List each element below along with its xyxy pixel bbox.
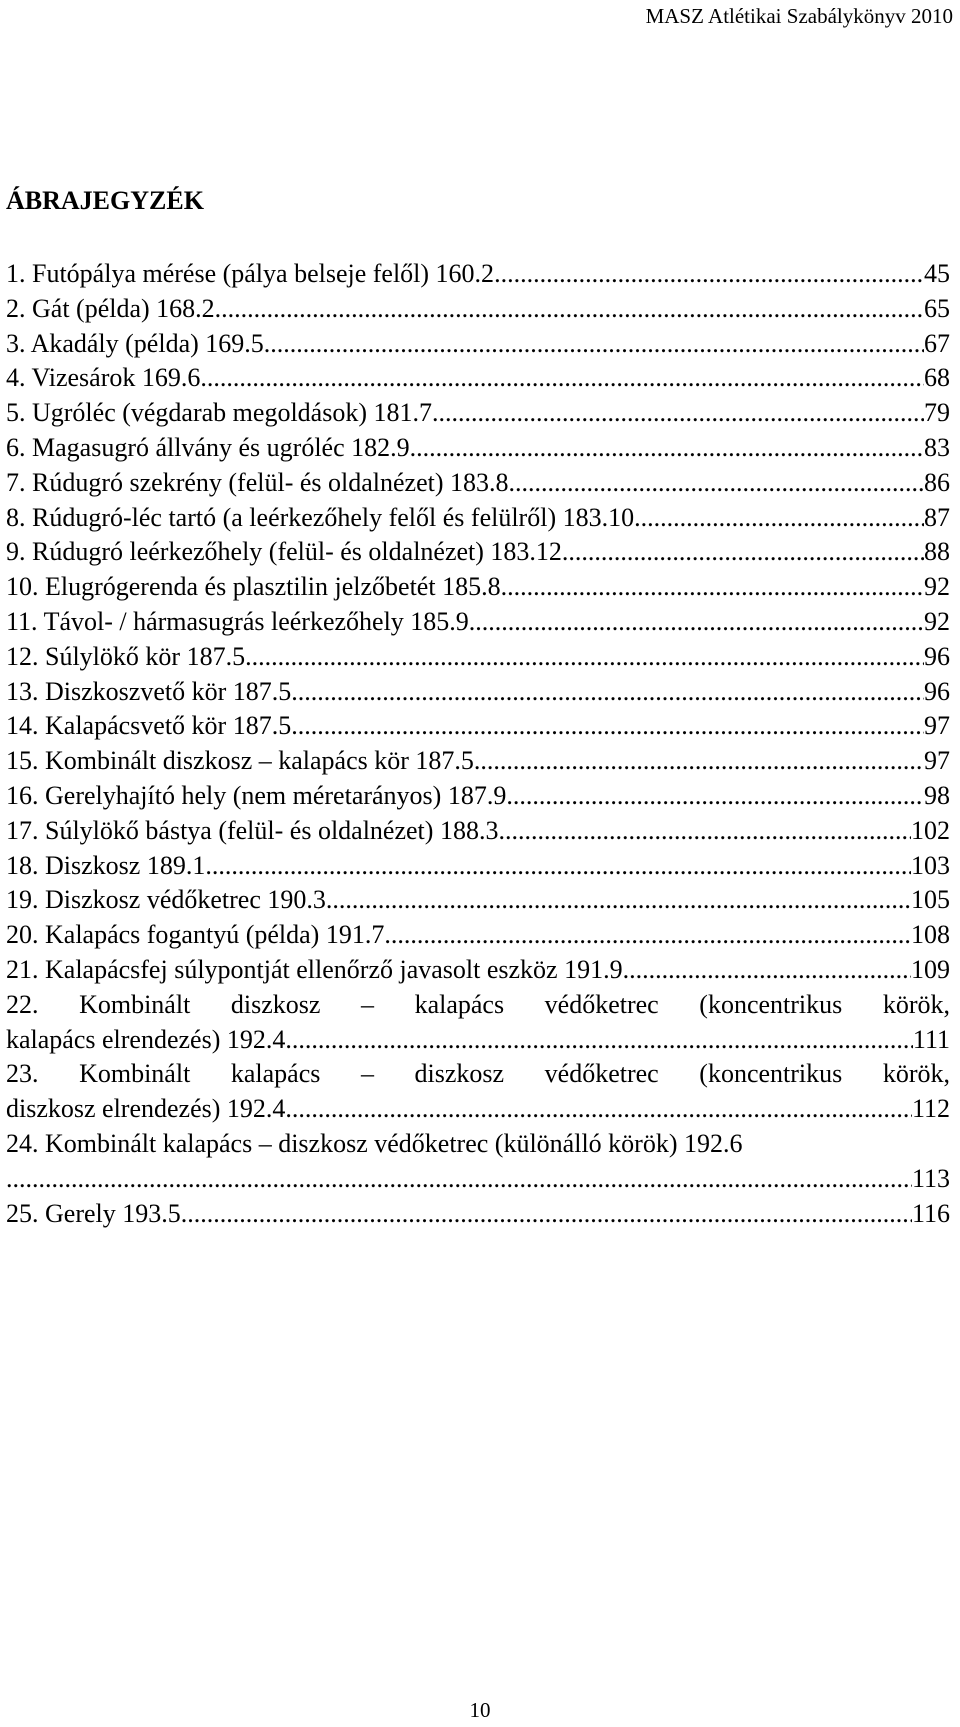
toc-entry-label: 10. Elugrógerenda és plasztilin jelzőbetét 185.8 [6, 572, 501, 602]
dot-leader [285, 1023, 913, 1058]
toc-entry[interactable] [6, 257, 950, 292]
toc-entry-page: 88 [924, 537, 950, 567]
toc-entry-page: 87 [924, 502, 950, 532]
toc-entry-label: 6. Magasugró állvány és ugróléc 182.9 [6, 432, 410, 462]
toc-entry[interactable] [6, 849, 950, 884]
dot-leader [410, 431, 924, 466]
toc-entry-page: 67 [924, 328, 950, 358]
toc-entry-page: 113 [911, 1163, 950, 1193]
toc-entry-label: 15. Kombinált diszkosz – kalapács kör 187.5 [6, 746, 474, 776]
toc-entry[interactable] [6, 675, 950, 710]
dot-leader [291, 709, 924, 744]
toc-entry-label: 24. Kombinált kalapács – diszkosz védőketrec (különálló körök) 192.6 [6, 1128, 743, 1158]
dot-leader [501, 570, 924, 605]
toc-entry-page: 92 [924, 572, 950, 602]
toc-entry-page: 83 [924, 432, 950, 462]
toc-entry-page: 68 [924, 363, 950, 393]
toc-entry-page: 109 [911, 954, 950, 984]
toc-entry[interactable] [6, 605, 950, 640]
toc-entry-page: 111 [912, 1024, 950, 1054]
toc-entry-25[interactable] [6, 1197, 950, 1232]
toc-entry-page: 96 [924, 641, 950, 671]
toc-entry-label: 4. Vizesárok 169.6 [6, 363, 201, 393]
toc-entry-label: 9. Rúdugró leérkezőhely (felül- és oldalnézet) 183.12 [6, 537, 562, 567]
toc-entry-label: 1. Futópálya mérése (pálya belseje felől) 160.2 [6, 259, 495, 288]
figure-list [6, 257, 950, 1231]
section-title: ÁBRAJEGYZÉK [6, 186, 204, 215]
dot-leader [432, 396, 924, 431]
toc-entry-23-line2[interactable] [6, 1092, 950, 1127]
dot-leader [506, 779, 924, 814]
toc-entry[interactable] [6, 640, 950, 675]
dot-leader [291, 675, 924, 710]
toc-entry[interactable] [6, 361, 950, 396]
toc-entry[interactable] [6, 953, 950, 988]
toc-entry-label: 18. Diszkosz 189.1 [6, 850, 206, 880]
toc-entry-label: 16. Gerelyhajító hely (nem méretarányos) 187.9 [6, 780, 507, 810]
toc-entry-page: 45 [924, 259, 950, 288]
dot-leader [623, 953, 911, 988]
dot-leader [215, 292, 924, 327]
toc-entry-page: 65 [924, 293, 950, 323]
toc-entry-22-line1[interactable] [6, 988, 950, 1023]
toc-entry-label: 21. Kalapácsfej súlypontját ellenőrző javasolt eszköz 191.9 [6, 954, 623, 984]
dot-leader [326, 883, 911, 918]
dot-leader [200, 361, 924, 396]
dot-leader [494, 257, 924, 292]
toc-entry-label: 23. Kombinált kalapács – diszkosz védőketrec (koncentrikus körök, [6, 1059, 950, 1089]
toc-entry-label: 7. Rúdugró szekrény (felül- és oldalnézet) 183.8 [6, 467, 509, 497]
toc-entry[interactable] [6, 779, 950, 814]
toc-entry-page: 116 [911, 1198, 950, 1228]
toc-entry-label: 20. Kalapács fogantyú (példa) 191.7 [6, 920, 385, 950]
dot-leader [474, 744, 924, 779]
toc-entry[interactable] [6, 744, 950, 779]
toc-entry-23-line1[interactable] [6, 1057, 950, 1092]
toc-entry-page: 97 [924, 746, 950, 776]
toc-entry[interactable] [6, 327, 950, 362]
toc-entry[interactable] [6, 292, 950, 327]
toc-entry-label: 19. Diszkosz védőketrec 190.3 [6, 885, 326, 915]
dot-leader [245, 640, 924, 675]
toc-entry-label: kalapács elrendezés) 192.4 [6, 1024, 286, 1054]
toc-entry-label: 13. Diszkoszvető kör 187.5 [6, 676, 292, 706]
toc-entry-page: 108 [911, 920, 950, 950]
toc-entry-label: 11. Távol- / hármasugrás leérkezőhely 185.9 [6, 606, 469, 636]
toc-entry-22-line2[interactable] [6, 1023, 950, 1058]
toc-entry[interactable] [6, 501, 950, 536]
dot-leader [634, 501, 924, 536]
toc-entry-label: 14. Kalapácsvető kör 187.5 [6, 711, 292, 741]
toc-entry-label: 3. Akadály (példa) 169.5 [6, 328, 264, 358]
toc-entry[interactable] [6, 814, 950, 849]
toc-entry-page: 79 [924, 398, 950, 428]
toc-entry-label: 25. Gerely 193.5 [6, 1198, 181, 1228]
toc-entry-label: 22. Kombinált diszkosz – kalapács védőketrec (koncentrikus körök, [6, 989, 950, 1019]
toc-entry-page: 112 [911, 1094, 950, 1124]
running-header: MASZ Atlétikai Szabálykönyv 2010 [645, 4, 953, 28]
dot-leader [6, 1162, 912, 1197]
toc-entry[interactable] [6, 570, 950, 605]
dot-leader [562, 535, 924, 570]
dot-leader [181, 1197, 912, 1232]
toc-entry[interactable] [6, 535, 950, 570]
toc-entry-24-line2[interactable] [6, 1162, 950, 1197]
toc-entry-page: 86 [924, 467, 950, 497]
toc-entry-label: diszkosz elrendezés) 192.4 [6, 1094, 286, 1124]
dot-leader [384, 918, 911, 953]
toc-entry-label: 17. Súlylökő bástya (felül- és oldalnézet) 188.3 [6, 815, 499, 845]
dot-leader [205, 849, 911, 884]
toc-entry-page: 96 [924, 676, 950, 706]
toc-entry[interactable] [6, 883, 950, 918]
toc-entry-page: 92 [924, 606, 950, 636]
toc-entry-page: 105 [911, 885, 950, 915]
toc-entry-24-line1[interactable] [6, 1127, 950, 1162]
dot-leader [498, 814, 911, 849]
toc-entry-label: 12. Súlylökő kör 187.5 [6, 641, 246, 671]
toc-entry[interactable] [6, 918, 950, 953]
toc-entry[interactable] [6, 396, 950, 431]
dot-leader [264, 327, 924, 362]
figure-list-entries [6, 257, 950, 988]
toc-entry-label: 5. Ugróléc (végdarab megoldások) 181.7 [6, 398, 432, 428]
toc-entry-page: 97 [924, 711, 950, 741]
dot-leader [509, 466, 924, 501]
toc-entry[interactable] [6, 709, 950, 744]
dot-leader [469, 605, 924, 640]
toc-entry-page: 98 [924, 780, 950, 810]
page-number: 10 [469, 1698, 491, 1722]
toc-entry[interactable] [6, 431, 950, 466]
toc-entry-page: 103 [911, 850, 950, 880]
toc-entry-label: 2. Gát (példa) 168.2 [6, 293, 215, 323]
toc-entry-label: 8. Rúdugró-léc tartó (a leérkezőhely felől és felülről) 183.10 [6, 502, 635, 532]
toc-entry[interactable] [6, 466, 950, 501]
toc-entry-page: 102 [911, 815, 950, 845]
dot-leader [285, 1092, 912, 1127]
